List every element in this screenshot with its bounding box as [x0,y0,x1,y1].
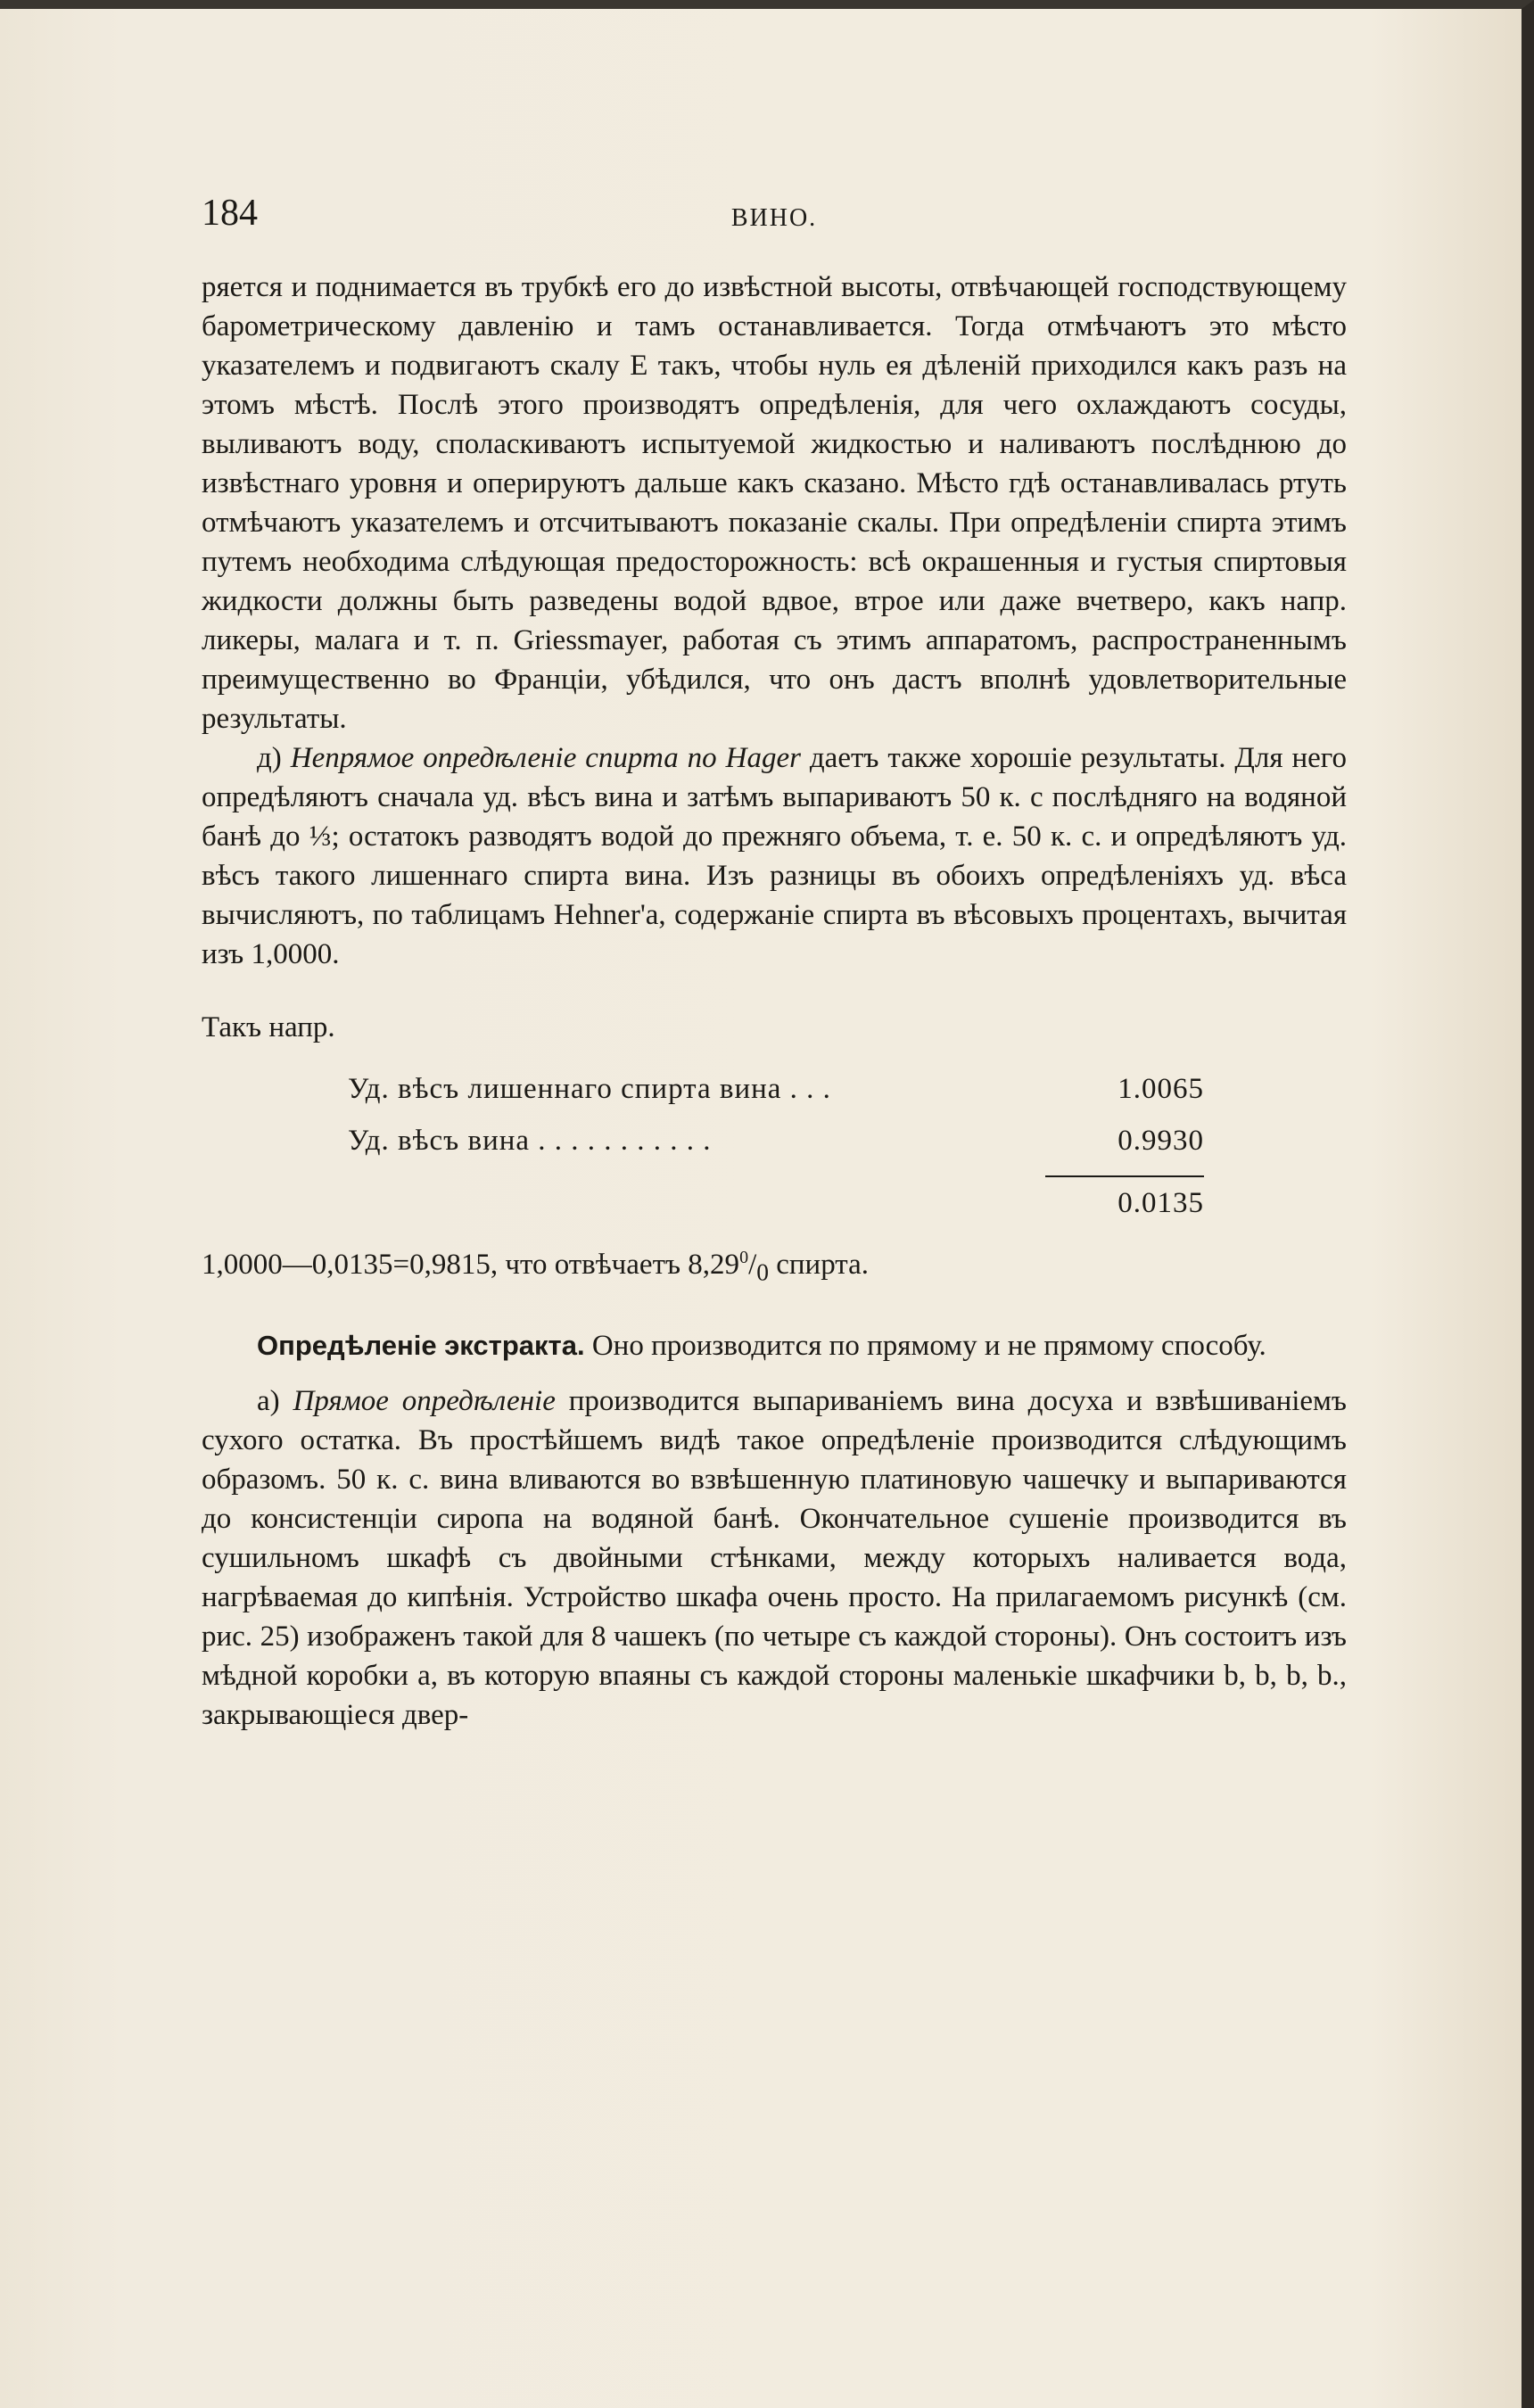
paragraph-text: производится выпариваніемъ вина досуха и взвѣшиваніемъ сухого остатка. Въ простѣйшемъ видѣ такое опредѣленіе производится слѣдующимъ образомъ. 50 к. с. вина вливаются во взвѣшенную платиновую чашечку и выпариваются до консистенціи сиропа на водяной банѣ. Окончательное сушеніе производится въ сушильномъ шкафѣ съ двойными стѣнками, между которыхъ наливается вода, нагрѣваемая до кипѣнія. Устройство шкафа очень просто. На прилагаемомъ рисункѣ (см. рис. 25) изображенъ такой для 8 чашекъ (по четыре съ каждой стороны). Онъ состоитъ изъ мѣдной коробки а, въ которую впаяны съ каждой стороны маленькіе шкафчики b, b, b, b., закрывающіеся двер- [202,1384,1347,1731]
section-text: Оно производится по прямому и не прямому способу. [584,1329,1266,1362]
calc-value: 1.0065 [1118,1073,1204,1105]
alcohol-formula [202,1245,1347,1292]
page-header [202,192,1347,245]
example-intro: Такъ напр. [202,1011,335,1043]
method-title: Прямое опредѣленіе [293,1384,556,1417]
page-number: 184 [202,193,258,234]
calculation-table [348,1063,1204,1229]
calc-label: Уд. вѣсъ вина . . . . . . . . . . . [348,1125,712,1157]
section-heading: Опредѣленіе экстракта. [257,1329,585,1361]
paragraph-direct-method [202,1381,1347,1735]
calc-result-row [348,1177,1204,1229]
paragraph-continuation: ряется и поднимается въ трубкѣ его до извѣстной высоты, отвѣчающей господствующему барометрическому давленію и тамъ останавливается. Тогда отмѣчаютъ это мѣсто указателемъ и подвигаютъ скалу Е такъ, чтобы нуль ея дѣленій приходился какъ разъ на этомъ мѣстѣ. Послѣ этого производятъ опредѣленія, для чего охлаждаютъ сосуды, выливаютъ воду, споласкиваютъ испытуемой жидкостью и наливаютъ послѣднюю до извѣстнаго уровня и оперируютъ дальше какъ сказано. Мѣсто гдѣ останавливалась ртуть отмѣчаютъ указателемъ и отсчитываютъ показаніе скалы. При опредѣленіи спирта этимъ путемъ необходима слѣдующая предосторожность: всѣ окрашенныя и густыя спиртовыя жидкости должны быть разведены водой вдвое, втрое или даже вчетверо, какъ напр. ликеры, малага и т. п. Griessmayer, работая съ этимъ аппаратомъ, распространеннымъ преимущественно во Франціи, убѣдился, что онъ дастъ вполнѣ удовлетворительные результаты. [202,271,1347,735]
paragraph-text: даетъ также хорошіе результаты. Для него опредѣляютъ сначала уд. вѣсъ вина и затѣмъ выпариваютъ 50 к. с послѣдняго на водяной банѣ до ⅓; остатокъ разводятъ водой до прежняго объема, т. е. 50 к. с. и опредѣляютъ уд. вѣсъ такого лишеннаго спирта вина. Изъ разницы въ обоихъ опредѣленіяхъ уд. вѣса вычисляютъ, по таблицамъ Hehner'а, содержаніе спирта въ вѣсовыхъ процентахъ, вычитая изъ 1,0000. [202,742,1348,970]
paragraph-hager-method [202,738,1347,974]
formula-sup: 0 [739,1248,749,1267]
running-head: ВИНО. [730,204,818,232]
formula-end: спирта. [768,1249,869,1281]
calc-label: Уд. вѣсъ лишеннаго спирта вина . . . [348,1073,831,1105]
formula-sub: 0 [756,1258,769,1286]
calc-result: 0.0135 [1118,1187,1204,1219]
formula-slash: / [748,1249,757,1281]
item-marker: д) [257,742,291,774]
item-marker: а) [257,1384,293,1417]
section-extract [202,1326,1347,1365]
calc-row [348,1063,1204,1115]
calc-row [348,1115,1204,1167]
page-body [202,268,1347,1735]
formula-text: 1,0000—0,0135=0,9815, что отвѣчаетъ 8,29 [202,1249,740,1281]
method-title: Непрямое опредѣленіе спирта по Hager [290,742,801,774]
calc-value: 0.9930 [1118,1125,1204,1157]
